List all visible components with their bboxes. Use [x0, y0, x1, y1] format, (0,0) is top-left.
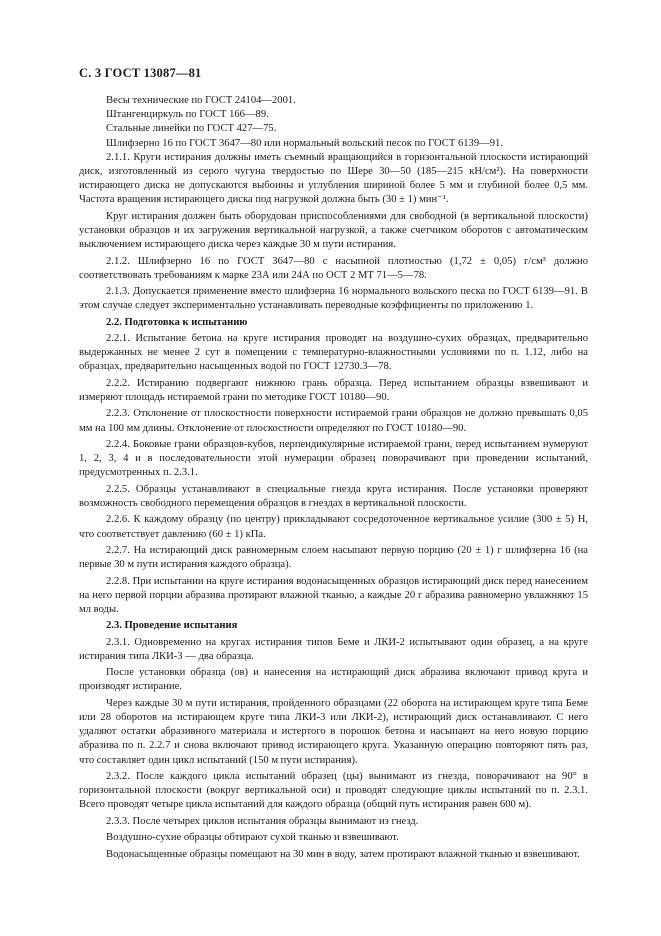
page-header: С. 3 ГОСТ 13087—81 — [79, 66, 202, 80]
document-body — [79, 94, 588, 864]
clause-2-3-1-cont-a: После установки образца (ов) и нанесения на истирающий диск абразива включают привод круга и производят истирание. — [79, 667, 588, 693]
clause-2-2-3: 2.2.3. Отклонение от плоскостности поверхности истираемой грани образцов не должно превышать 0,05 мм на 100 мм длины. Отклонение от плоскостности определяют по ГОСТ 10180—90. — [79, 408, 588, 434]
clause-2-2-2: 2.2.2. Истиранию подвергают нижнюю грань образца. Перед испытанием образцы взвешивают и измеряют площадь истираемой грани по методике ГОСТ 10180—90. — [79, 377, 588, 403]
section-heading-2-3: 2.3. Проведение испытания — [106, 620, 238, 632]
equipment-abrasive: Шлифзерно 16 по ГОСТ 3647—80 или нормальный вольский песок по ГОСТ 6139—91. — [106, 137, 503, 149]
clause-2-1-2: 2.1.2. Шлифзерно 16 по ГОСТ 3647—80 с насыпной плотностью (1,72 ± 0,05) г/см³ должно соответствовать требованиям к марке 23А или 24А по ОСТ 2 МТ 71—5—78. — [79, 255, 588, 281]
clause-2-1-3: 2.1.3. Допускается применение вместо шлифзерна 16 нормального вольского песка по ГОСТ 6139—91. В этом случае следует экспериментально устанавливать переводные коэффициенты по приложению 1. — [79, 286, 588, 312]
clause-2-3-3-cont-a: Воздушно-сухие образцы обтирают сухой тканью и взвешивают. — [106, 832, 399, 844]
equipment-caliper: Штангенциркуль по ГОСТ 166—89. — [106, 109, 269, 121]
clause-2-3-1: 2.3.1. Одновременно на кругах истирания типов Беме и ЛКИ-2 испытывают один образец, а на круге истирания типа ЛКИ-3 — два образца. — [79, 636, 588, 662]
clause-2-3-3-cont-b: Водонасыщенные образцы помещают на 30 мин в воду, затем протирают влажной тканью и взвешивают. — [106, 848, 580, 860]
clause-2-2-5: 2.2.5. Образцы устанавливают в специальные гнезда круга истирания. После установки проверяют возможность свободного перемещения образцов в гнездах в вертикальной плоскости. — [79, 483, 588, 509]
clause-2-1-1: 2.1.1. Круги истирания должны иметь съемный вращающийся в горизонтальной плоскости истирающий диск, изготовленный из серого чугуна твердостью по Шере 30—50 (185—215 кН/см²). На поверхности истирающего диска не допускаются выбоины и углубления шириной более 5 мм и глубиной более 0,5 мм. Частота вращения истирающего диска под нагрузкой должна быть (30 ± 1) мин⁻¹. — [79, 151, 588, 206]
clause-2-2-4: 2.2.4. Боковые грани образцов-кубов, перпендикулярные истираемой грани, перед испытанием нумеруют 1, 2, 3, 4 и в последовательности этой нумерации образец поворачивают при проведении испытаний, предусмотренных п. 2.3.1. — [79, 438, 588, 479]
clause-2-2-1: 2.2.1. Испытание бетона на круге истирания проводят на воздушно-сухих образцах, предварительно выдержанных не менее 2 сут в помещении с температурно-влажностными условиями по п. 1.12, либо на образцах, предварительно насыщенных водой по ГОСТ 12730.3—78. — [79, 333, 588, 373]
clause-2-2-7: 2.2.7. На истирающий диск равномерным слоем насыпают первую порцию (20 ± 1) г шлифзерна 16 (на первые 30 м пути истирания каждого образца). — [79, 544, 588, 571]
clause-2-3-3: 2.3.3. После четырех циклов испытания образцы вынимают из гнезд. — [106, 815, 419, 827]
clause-2-3-2: 2.3.2. После каждого цикла испытаний образец (цы) вынимают из гнезда, поворачивают на 90° в горизонтальной плоскости (вокруг вертикальной оси) и проводят следующие циклы испытаний по п. 2.3.1. Всего проводят четыре цикла испытаний для каждого образца (общий путь истирания равен 600 м). — [79, 770, 588, 811]
clause-2-1-1-cont: Круг истирания должен быть оборудован приспособлениями для свободной (в вертикальной плоскости) установки образцов и их загружения вертикальной нагрузкой, а также счетчиком оборотов с автоматическим выключением истирающего диска через каждые 30 м пути истирания. — [79, 210, 588, 251]
equipment-scales: Весы технические по ГОСТ 24104—2001. — [106, 95, 296, 106]
clause-2-2-6: 2.2.6. К каждому образцу (по центру) прикладывают сосредоточенное вертикальное усилие (300 ± 5) Н, что соответствует давлению (60 ± 1) кПа. — [79, 514, 588, 540]
clause-2-2-8: 2.2.8. При испытании на круге истирания водонасыщенных образцов истирающий диск перед нанесением на него первой порции абразива протирают влажной тканью, а каждые 20 г абразива равномерно увлажняют 15 мл воды. — [79, 575, 588, 615]
clause-2-3-1-cont-b: Через каждые 30 м пути истирания, пройденного образцами (22 оборота на истирающем круге типа Беме или 28 оборотов на истирающем круге типа ЛКИ-3 или ЛКИ-2), истирающий диск останавливают. С него удаляют остатки абразивного материала и истертого в порошок бетона и насыпают на него новую порцию абразива по п. 2.2.7 и снова включают привод истирающего круга. Указанную операцию повторяют пять раз, что составляет один цикл испытаний (150 м пути истирания). — [79, 697, 588, 766]
section-heading-2-2: 2.2. Подготовка к испытанию — [106, 316, 248, 328]
equipment-rulers: Стальные линейки по ГОСТ 427—75. — [106, 123, 277, 135]
